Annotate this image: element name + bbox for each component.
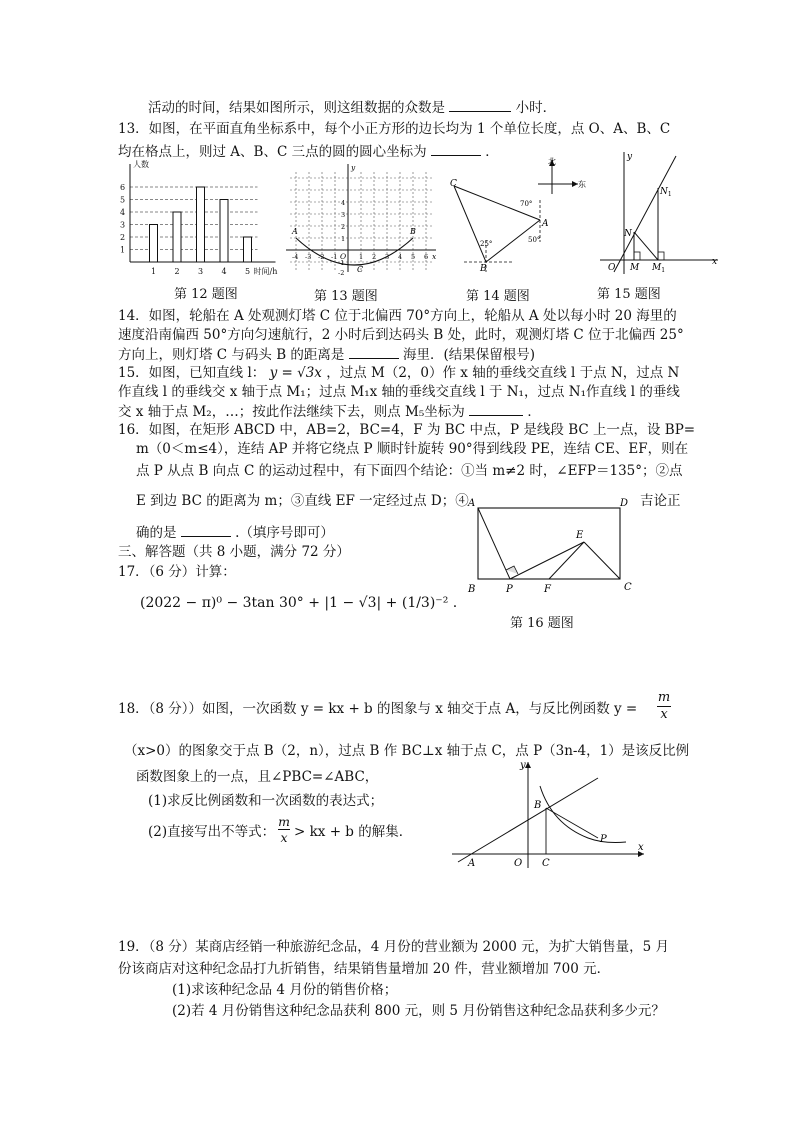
fig18-label-x: x [638,842,644,853]
fig13-y-tick: 2 [341,223,346,231]
fig18-figure [448,758,648,870]
fig15-label-y: y [627,152,633,162]
fig13-y-tick: 1 [341,235,346,243]
fig12-y-tick: 4 [120,208,126,217]
answer-blank [449,98,511,112]
fig13-label-c: C [357,265,364,274]
q17-expression: (2022 − π)⁰ − 3tan 30° + |1 − √3| + (1/3)⁻² . [140,595,458,611]
fig13-x-tick: 6 [424,253,429,261]
q11-tail: 活动的时间，结果如图所示，则这组数据的众数是 小时． [148,100,557,116]
fig15-label-m: M [630,263,640,273]
fig12-bar [173,212,181,262]
fig13-x-tick: -3 [305,253,312,261]
q17-line: 17．（6 分）计算： [118,564,236,580]
fig14-label-a: A [542,219,549,229]
q14-line1: 14．如图，轮船在 A 处观测灯塔 C 位于北偏西 70°方向上，轮船从 A 处以每小时 20 海里的 [118,308,677,324]
q18-line3: 函数图象上的一点，且∠PBC=∠ABC， [136,769,379,785]
fig14-caption: 第 14 题图 [466,289,530,304]
q18-line1: 18．（8 分））如图，一次函数 y = kx + b 的图象与 x 轴交于点 A，与反比例函数 y = [118,701,638,717]
fig12-y-tick: 1 [120,245,126,255]
answer-blank [181,523,231,537]
q19-sub1: (1)求该种纪念品 4 月份的销售价格； [172,982,398,998]
fig16-label-p: P [506,584,513,595]
fig15-caption: 第 15 题图 [597,287,661,302]
q19-line2: 份该商店对这种纪念品打九折销售，结果销售量增加 20 件，营业额增加 700 元． [118,961,611,977]
q18-sub2-fraction: m x [278,814,290,845]
fig16-label-e: E [576,530,584,541]
fig13-x-tick: 1 [359,253,364,261]
fig16-label-d: D [620,498,629,509]
fig15-figure [596,150,722,278]
answer-blank [469,402,523,416]
fig12-x-tick: 2 [174,267,180,276]
q14-line3: 方向上，则灯塔 C 与码头 B 的距离是 海里．(结果保留根号) [118,347,536,363]
fig15-label-n1: $N_1$ [660,187,672,198]
q16-line1: 16．如图，在矩形 ABCD 中，AB=2，BC=4，F 为 BC 中点，P 是线段 BC 上一点，设 BP= [118,422,696,438]
fig12-bar [220,200,228,263]
fig16-label-f: F [544,584,551,595]
fig14-east: 东 [578,180,586,189]
fig13-grid-figure [282,160,440,276]
fig14-north: 北 [548,157,556,166]
fig12-y-tick: 5 [120,195,126,205]
answer-blank [431,142,481,156]
fig18-label-y: y [520,760,526,771]
fig13-y-tick: -1 [338,259,345,267]
q15-line2: 作直线 l 的垂线交 x 轴于点 M₁；过点 M₁x 轴的垂线交直线 l 于 N₁，过点 N₁作直线 l 的垂线 [118,384,680,400]
q18-line2: （x>0）的图象交于点 B（2，n），过点 B 作 BC⊥x 轴于点 C，点 P（3n-4，1）是该反比例 [124,743,690,759]
fig12-x-tick: 3 [198,267,204,276]
fig16-label-c: C [624,582,632,593]
arc-abc [296,238,416,265]
q13-line1: 13．如图，在平面直角坐标系中，每个小正方形的边长均为 1 个单位长度，点 O、A、B、C [118,121,671,137]
fig12-y-tick: 2 [120,233,126,242]
fig14-label-c: C [450,179,457,189]
q19-line1: 19．（8 分）某商店经销一种旅游纪念品，4 月份的营业额为 2000 元，为扩大销售量，5 月 [118,939,670,955]
fig15-label-o: O [608,263,616,273]
fig18-label-c: C [542,858,550,869]
fig18-label-p: P [600,834,607,845]
q16-line3: 点 P 从点 B 向点 C 的运动过程中，有下面四个结论：①当 m≠2 时，∠EFP＝135°；②点 [136,463,683,479]
fig15-label-m1: $M_1$ [652,263,666,274]
fig12-ylabel: 人数 [133,160,149,169]
q16-line2: m（0＜m≤4），连结 AP 并将它绕点 P 顺时针旋转 90°得到线段 PE，连结 CE、EF，则在 [136,441,689,457]
fig12-caption: 第 12 题图 [174,287,238,302]
fig18-label-a: A [468,858,476,869]
fig13-label-a: A [292,227,298,236]
fig18-label-b: B [534,800,542,811]
fig18-label-o: O [514,858,523,869]
fig13-caption: 第 13 题图 [314,289,378,304]
fig16-caption: 第 16 题图 [510,616,574,631]
fig12-bar [244,237,252,262]
q15-line3: 交 x 轴于点 M₂，…；按此作法继续下去，则点 M₅坐标为 ． [118,404,541,420]
fig12-x-tick: 4 [221,267,227,276]
fig12-y-tick: 6 [120,183,126,192]
fig16-figure [464,494,644,598]
fig13-label-b: B [410,227,416,236]
q18-sub2-tail: > kx + b 的解集． [294,824,413,840]
fig13-x-tick: 2 [372,253,377,261]
fig14-angle-25: 25° [480,240,493,248]
fig13-x-tick: 3 [385,253,390,261]
q18-sub2: (2)直接写出不等式： [148,824,276,840]
fig14-bearing-figure [442,156,590,280]
section3-heading: 三、解答题（共 8 小题，满分 72 分） [118,544,350,560]
q14-line2: 速度沿南偏西 50°方向匀速航行，2 小时后到达码头 B 处，此时，观测灯塔 C 位于北偏西 25° [118,327,684,343]
fig13-x-tick: 4 [398,253,403,261]
answer-blank [349,345,399,359]
fig13-x-tick: 5 [411,253,416,261]
fig13-label-o: O [340,252,347,261]
fig12-bar-chart [108,158,288,280]
q18-fraction: m x [657,690,671,722]
fig13-x-tick: -4 [292,253,299,261]
fig13-label-y: y [351,163,356,172]
fig12-x-tick: 5 [245,267,251,276]
fig12-bar [197,187,205,262]
fig12-bar [150,225,158,263]
q15-line1: 15．如图，已知直线 l： y = √3x ，过点 M（2，0）作 x 轴的垂线交直线 l 于点 N，过点 N [118,365,680,381]
fig13-x-tick: -2 [318,253,325,261]
fig12-xlabel: 时间/h [253,267,278,276]
q16-line4-tail: 吉论正 [640,493,681,509]
q15-formula: y = √3x [269,365,322,381]
fig13-label-x: x [432,252,437,261]
q18-sub1: (1)求反比例函数和一次函数的表达式； [148,793,384,809]
fig14-angle-70: 70° [520,200,533,208]
fig15-label-x: x [712,257,718,267]
fig12-y-tick: 3 [120,220,126,230]
fig12-x-tick: 1 [151,267,157,276]
q16-line4: E 到边 BC 的距离为 m；③直线 EF 一定经过点 D；④ [136,493,469,509]
fig13-y-tick: -2 [338,269,345,276]
q16-line5: 确的是 .（填序号即可） [136,525,334,541]
fig14-label-b: B [480,264,487,274]
fig16-label-a: A [468,498,476,509]
q19-sub2: (2)若 4 月份销售这种纪念品获利 800 元，则 5 月份销售这种纪念品获利多少元？ [172,1003,665,1019]
fig13-y-tick: 3 [341,211,346,219]
fig14-angle-50: 50° [528,236,541,244]
fig15-label-n: N [624,229,632,239]
fig13-x-tick: -1 [331,253,338,261]
q13-line2: 均在格点上，则过 A、B、C 三点的圆的圆心坐标为 ． [118,144,499,160]
fig13-y-tick: 4 [341,199,346,207]
fig16-label-b: B [468,584,476,595]
